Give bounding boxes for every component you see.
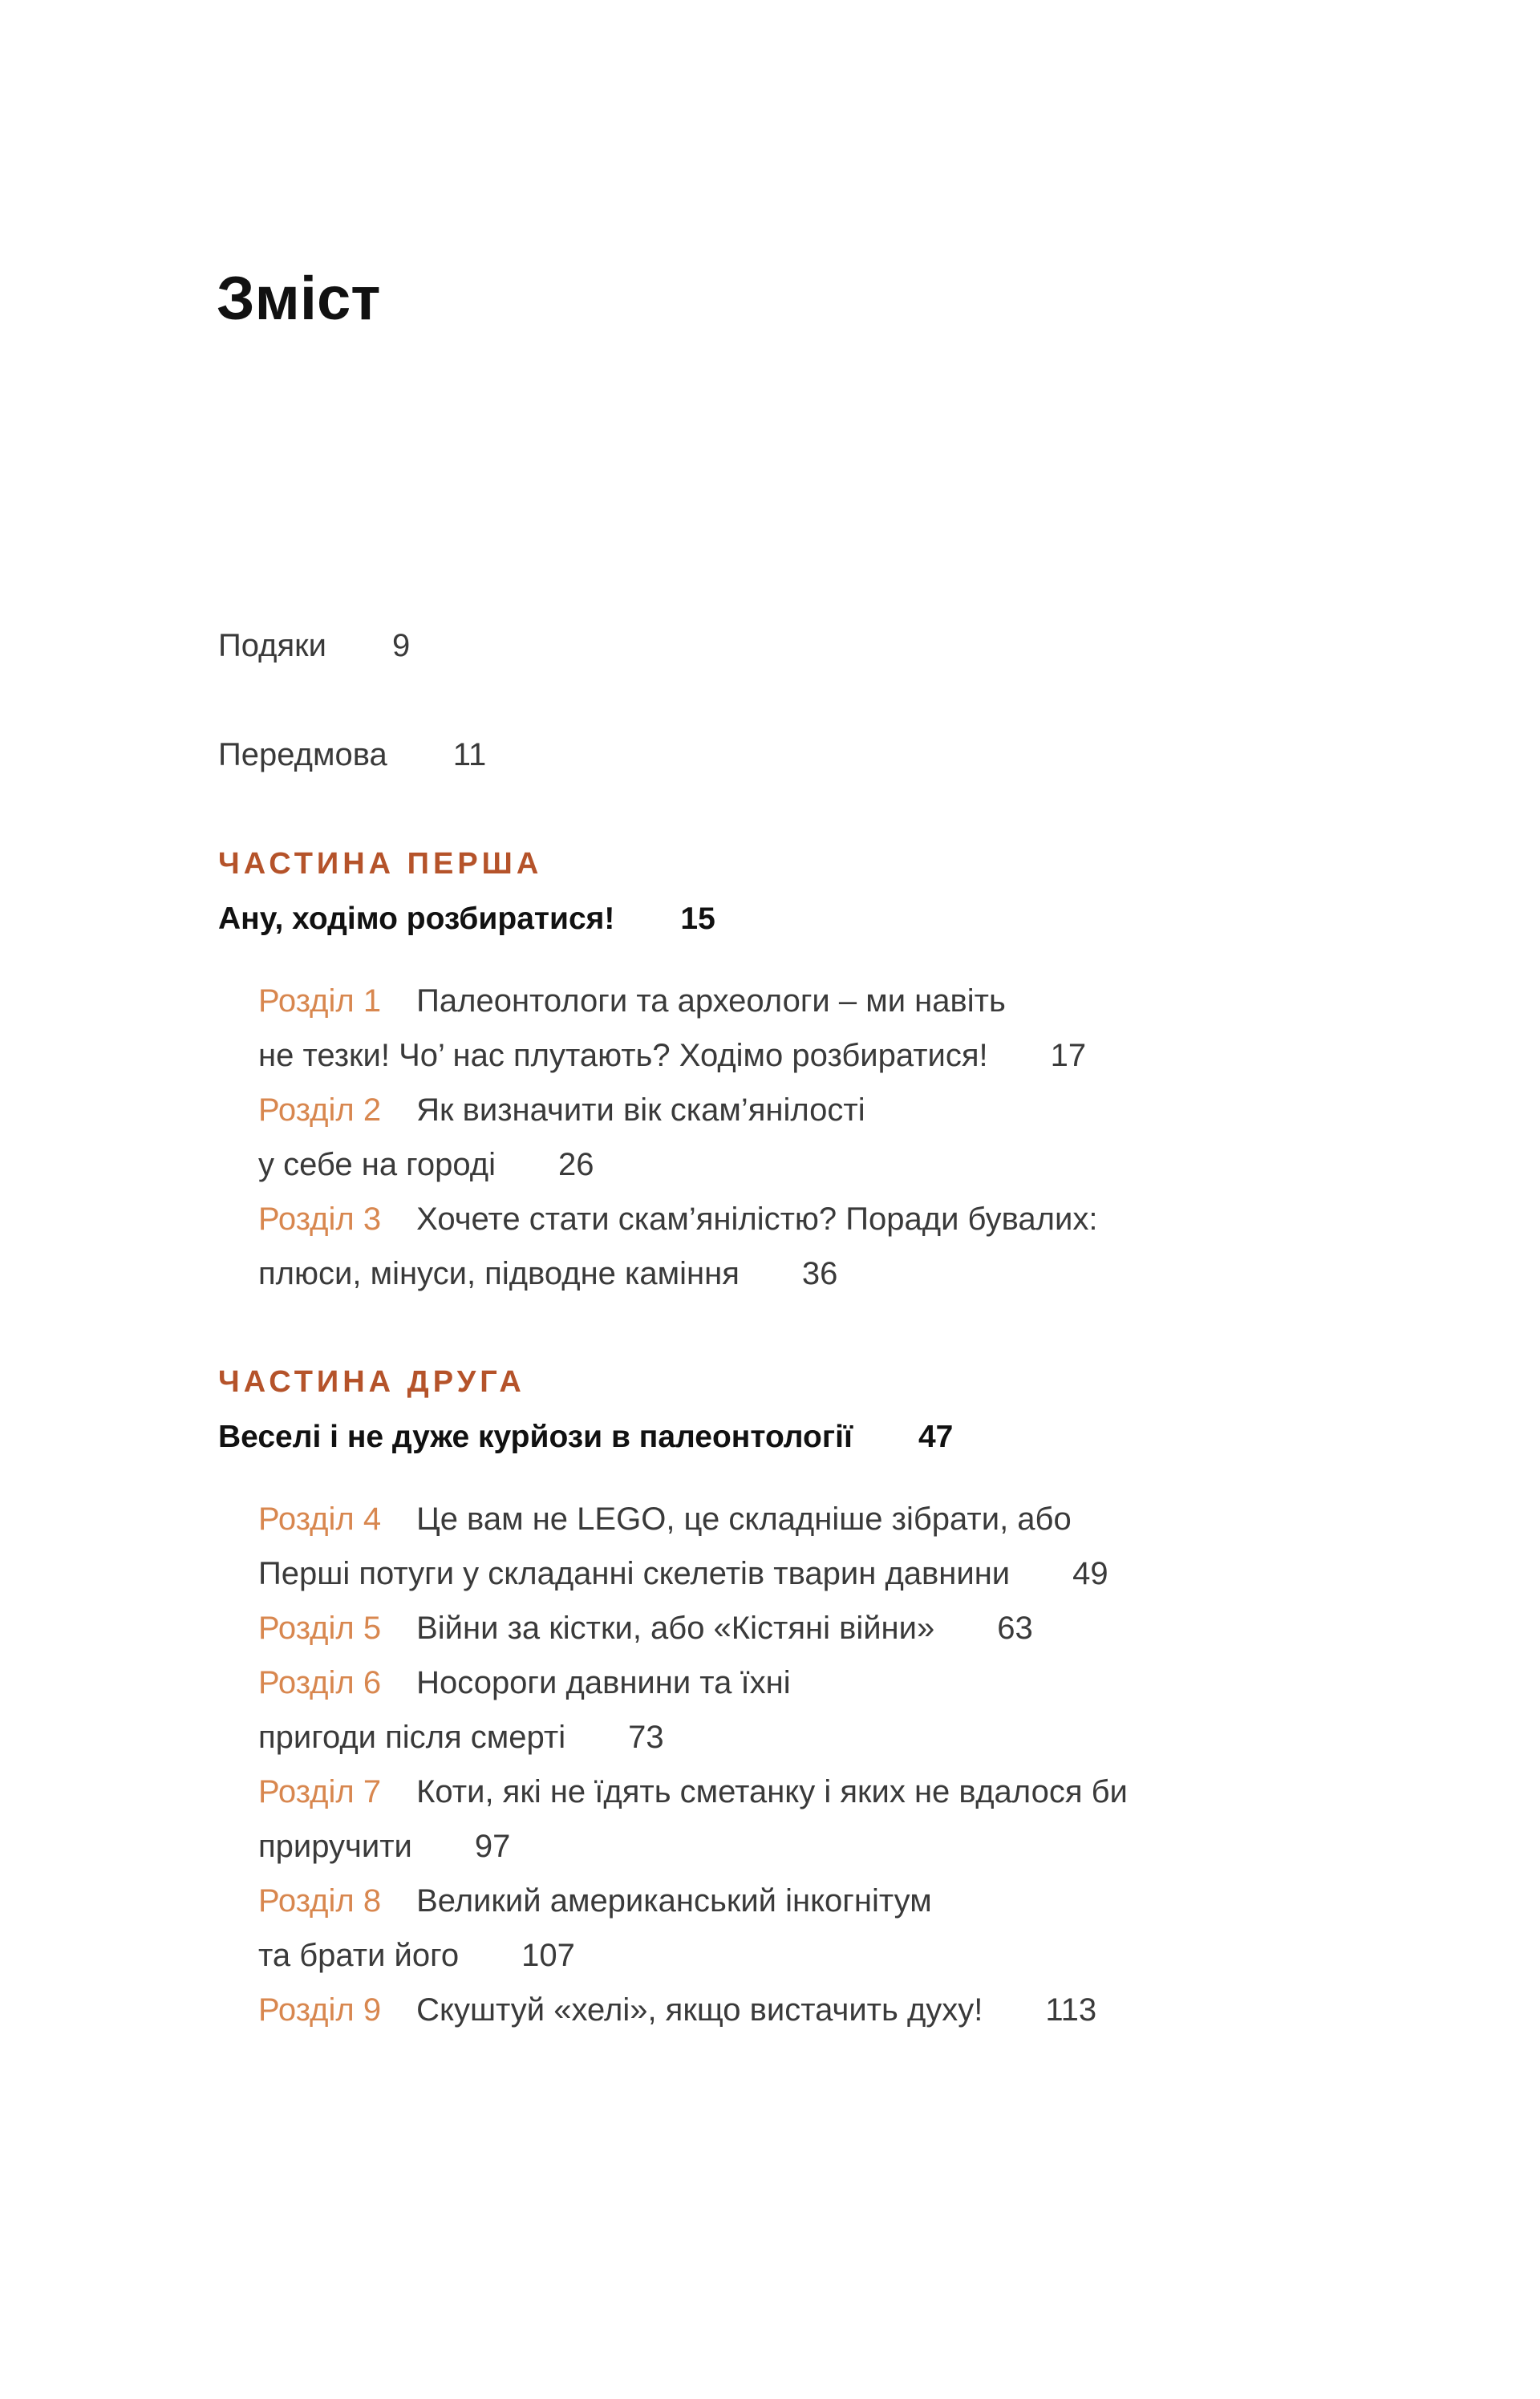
chapter-title-line1: Хочете стати скам’янілістю? Поради бувалих: <box>416 1202 1098 1237</box>
chapter-title-line2: пригоди після смерті <box>258 1720 566 1755</box>
chapter-title-line1: Війни за кістки, або «Кістяні війни» <box>416 1611 935 1646</box>
toc-entry-preface[interactable] <box>218 739 486 771</box>
chapter-title-line1: Це вам не LEGO, це складніше зібрати, або <box>416 1501 1072 1537</box>
toc-chapter-9[interactable] <box>258 1983 1301 2037</box>
chapter-title-line2: у себе на городі <box>258 1147 496 1182</box>
part-page-number: 47 <box>918 1420 954 1454</box>
toc-chapter-4[interactable] <box>258 1492 1301 1601</box>
toc-chapter-2[interactable] <box>258 1083 1301 1192</box>
toc-chapter-5[interactable] <box>258 1601 1301 1655</box>
chapter-label: Розділ 7 <box>258 1774 382 1809</box>
chapter-title-line2: приручити <box>258 1829 412 1864</box>
toc-chapter-7[interactable] <box>258 1765 1301 1874</box>
chapter-title-line1: Великий американський інкогнітум <box>416 1883 932 1919</box>
part-2-title[interactable] <box>218 1421 953 1453</box>
chapter-page-number: 49 <box>1072 1556 1108 1591</box>
chapter-title-line2: та брати його <box>258 1938 460 1973</box>
chapter-page-number: 113 <box>1045 1992 1097 2028</box>
chapter-title-line2: не тезки! Чо’ нас плутають? Ходімо розбиратися! <box>258 1038 988 1073</box>
chapter-title-line2: Перші потуги у складанні скелетів тварин давнини <box>258 1556 1011 1591</box>
part-page-number: 15 <box>680 902 715 936</box>
chapter-title-line1: Скуштуй «хелі», якщо вистачить духу! <box>416 1992 983 2028</box>
part-1-title[interactable] <box>218 903 715 934</box>
chapter-label: Розділ 3 <box>258 1202 382 1237</box>
chapter-title-line1: Носороги давнини та їхні <box>416 1665 791 1700</box>
entry-label: Передмова <box>218 737 387 772</box>
toc-entry-acknowledgements[interactable] <box>218 630 410 662</box>
part-title-text: Веселі і не дуже курйози в палеонтології <box>218 1420 853 1454</box>
chapter-title-line1: Палеонтологи та археологи – ми навіть <box>416 983 1006 1019</box>
page-title: Зміст <box>217 265 381 333</box>
chapter-page-number: 63 <box>997 1611 1033 1646</box>
chapter-title-line1: Коти, які не їдять сметанку і яких не вдалося би <box>416 1774 1128 1809</box>
entry-page-number: 9 <box>391 628 411 663</box>
toc-chapter-8[interactable] <box>258 1874 1301 1983</box>
chapter-page-number: 26 <box>557 1147 594 1182</box>
chapter-page-number: 107 <box>521 1938 575 1973</box>
chapter-label: Розділ 6 <box>258 1665 382 1700</box>
chapter-title-line1: Як визначити вік скам’янілості <box>416 1092 865 1128</box>
chapter-page-number: 36 <box>801 1256 838 1291</box>
chapter-label: Розділ 1 <box>258 983 382 1019</box>
chapter-page-number: 17 <box>1050 1038 1087 1073</box>
entry-page-number: 11 <box>452 737 487 772</box>
chapter-label: Розділ 8 <box>258 1883 382 1919</box>
chapter-label: Розділ 9 <box>258 1992 382 2028</box>
chapter-label: Розділ 2 <box>258 1092 382 1128</box>
part-title-text: Ану, ходімо розбиратися! <box>218 902 615 936</box>
chapter-title-line2: плюси, мінуси, підводне каміння <box>258 1256 740 1291</box>
chapter-label: Розділ 5 <box>258 1611 382 1646</box>
chapter-page-number: 97 <box>474 1829 511 1864</box>
entry-label: Подяки <box>218 628 326 663</box>
toc-chapter-6[interactable] <box>258 1655 1301 1765</box>
part-2-label: ЧАСТИНА ДРУГА <box>218 1365 525 1399</box>
chapter-page-number: 73 <box>628 1720 664 1755</box>
part-1-label: ЧАСТИНА ПЕРША <box>218 847 543 881</box>
toc-chapter-3[interactable] <box>258 1192 1301 1301</box>
toc-chapter-1[interactable] <box>258 974 1301 1083</box>
chapter-label: Розділ 4 <box>258 1501 382 1537</box>
